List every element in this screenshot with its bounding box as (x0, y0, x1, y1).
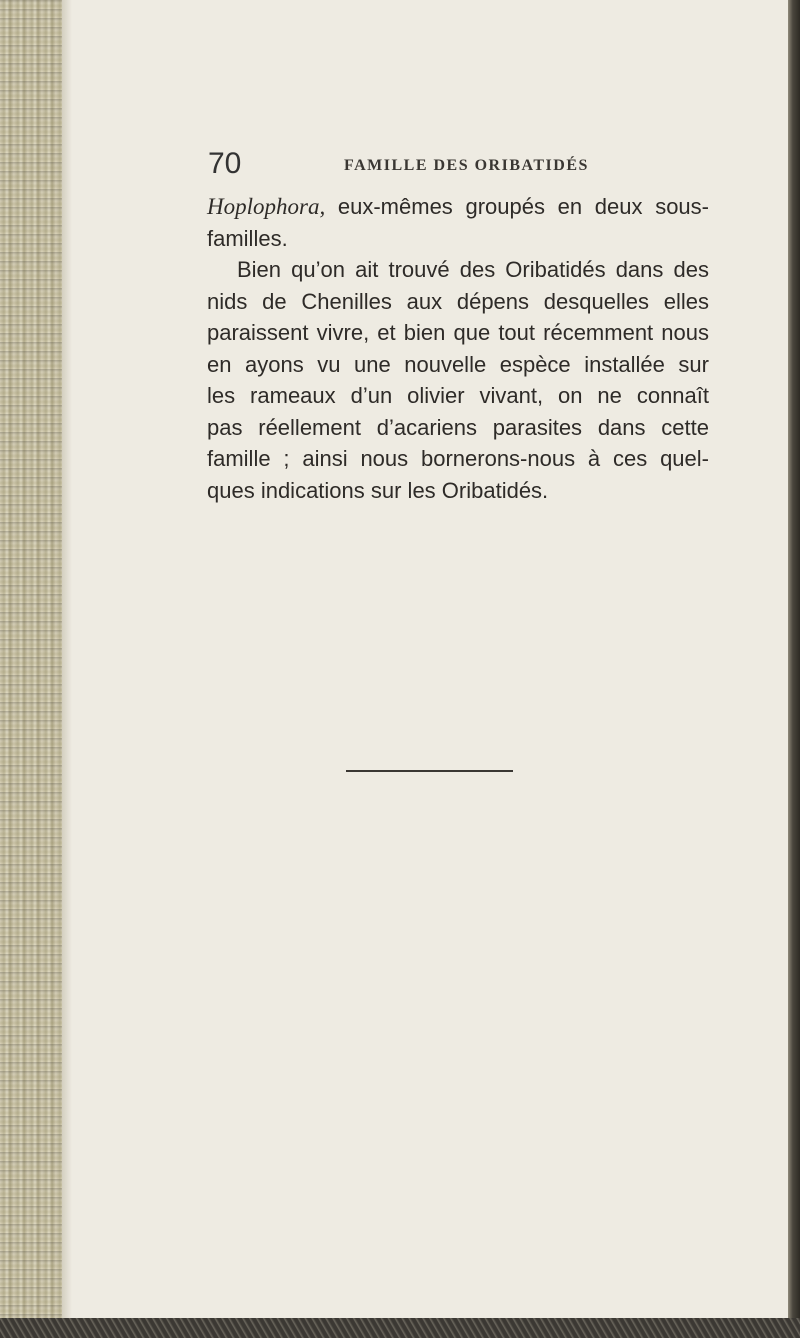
paragraph-line: nids de Chenilles aux dépens desquelles elles (207, 288, 709, 314)
paragraph-line: familles. (207, 225, 288, 251)
paragraph-line: les rameaux d’un olivier vivant, on ne connaît (207, 383, 709, 408)
body-text (207, 191, 709, 506)
scan-bottom-edge (0, 1318, 800, 1338)
scan-binding-right-edge (788, 0, 800, 1338)
paragraph-line: en ayons vu une nouvelle espèce installée sur (207, 351, 709, 377)
line-text: eux-mêmes groupés en deux sous- (325, 194, 709, 219)
page-header (208, 147, 608, 187)
paragraph-line: paraissent vivre, et bien que tout récemment nous (207, 320, 709, 345)
section-separator-rule (346, 770, 513, 772)
paragraph-line (207, 191, 709, 223)
paragraph-line: Bien qu’on ait trouvé des Oribatidés dans des (237, 257, 709, 282)
paragraph-line: ques indications sur les Oribatidés. (207, 477, 549, 503)
scan-binding-left-edge (0, 0, 62, 1338)
genus-name: Hoplophora, (207, 194, 326, 219)
paragraph-line: famille ; ainsi nous bornerons-nous à ces quel- (207, 446, 709, 471)
running-head: FAMILLE DES ORIBATIDÉS (344, 157, 589, 174)
paragraph-line: pas réellement d’acariens parasites dans cette (207, 414, 709, 440)
page-number: 70 (208, 147, 242, 180)
